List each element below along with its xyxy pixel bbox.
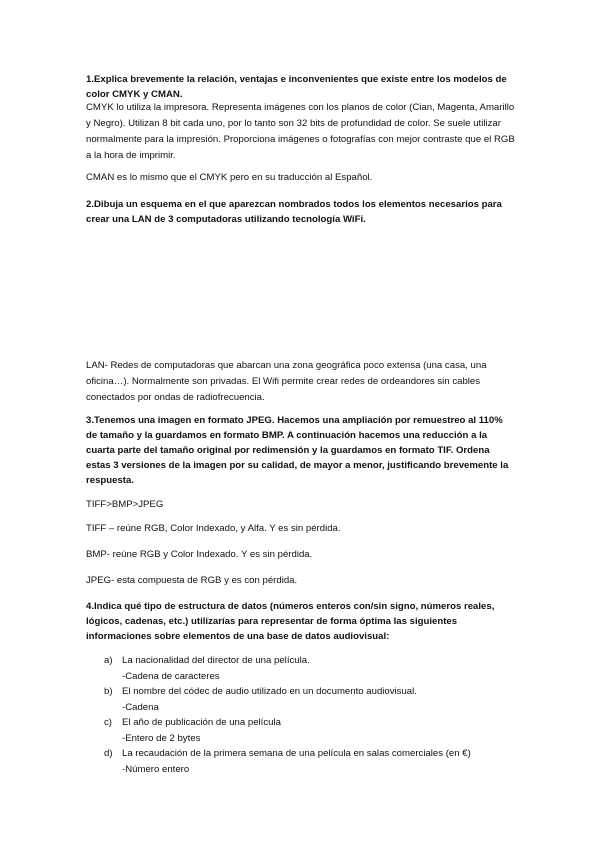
question-3-title: 3.Tenemos una imagen en formato JPEG. Hacemos una ampliación por remuestreo al 110% de tamaño y la guardamos en formato BMP. A continuación hacemos una reducción a la cuarta parte del tamaño original por redimensión y la guardamos en formato TIF. Ordena estas 3 versiones de la imagen por su calidad, de mayor a menor, justificando brevemente la respuesta. (86, 415, 509, 486)
list-marker: b) (104, 686, 113, 697)
question-4-title: 4.Indica qué tipo de estructura de datos (números enteros con/sin signo, números reales, lógicos, cadenas, etc.) utilizarías para representar de forma óptima las siguientes informaciones sobre elementos de una base de datos audiovisual: (86, 601, 495, 642)
list-item-answer: -Cadena (122, 702, 159, 713)
question-2-title: 2.Dibuja un esquema en el que aparezcan nombrados todos los elementos necesarios para crear una LAN de 3 computadoras utilizando tecnología WiFi. (86, 199, 502, 225)
question-2-lan-paragraph: LAN- Redes de computadoras que abarcan una zona geográfica poco extensa (una casa, una oficina…). Normalmente son privadas. El Wifi permite crear redes de ordeandores sin cables conectados por ondas de radiofrecuencia. (86, 360, 487, 403)
question-3-bmp: BMP- reúne RGB y Color Indexado. Y es sin pérdida. (86, 549, 313, 560)
question-3-jpeg: JPEG- esta compuesta de RGB y es con pérdida. (86, 575, 298, 586)
list-item-text: La recaudación de la primera semana de una película en salas comerciales (en €) (122, 748, 471, 759)
list-item-answer: -Número entero (122, 764, 190, 775)
question-1-title: 1.Explica brevemente la relación, ventajas e inconvenientes que existe entre los modelos de color CMYK y CMAN. (86, 74, 507, 100)
question-1-cman-paragraph: CMAN es lo mismo que el CMYK pero en su traducción al Español. (86, 172, 373, 183)
question-3-tiff: TIFF – reúne RGB, Color Indexado, y Alfa. Y es sin pérdida. (86, 523, 341, 534)
list-marker: c) (104, 717, 112, 728)
list-item-text: La nacionalidad del director de una película. (122, 655, 310, 666)
list-item-text: El nombre del códec de audio utilizado en un documento audiovisual. (122, 686, 417, 697)
list-item-answer: -Entero de 2 bytes (122, 733, 201, 744)
question-1-answer-paragraph: CMYK lo utiliza la impresora. Representa imágenes con los planos de color (Cian, Magenta, Amarillo y Negro). Utilizan 8 bit cada uno, por lo tanto son 32 bits de profundidad de color. Se suele utilizar normalmente para la impresión. Proporciona imágenes o fotografías con mejor contraste que el RGB a la hora de imprimir. (86, 102, 515, 161)
list-marker: a) (104, 655, 113, 666)
diagram-blank-area (86, 236, 516, 348)
list-marker: d) (104, 748, 113, 759)
list-item-text: El año de publicación de una película (122, 717, 281, 728)
question-3-order: TIFF>BMP>JPEG (86, 499, 164, 510)
list-item-answer: -Cadena de caracteres (122, 671, 220, 682)
